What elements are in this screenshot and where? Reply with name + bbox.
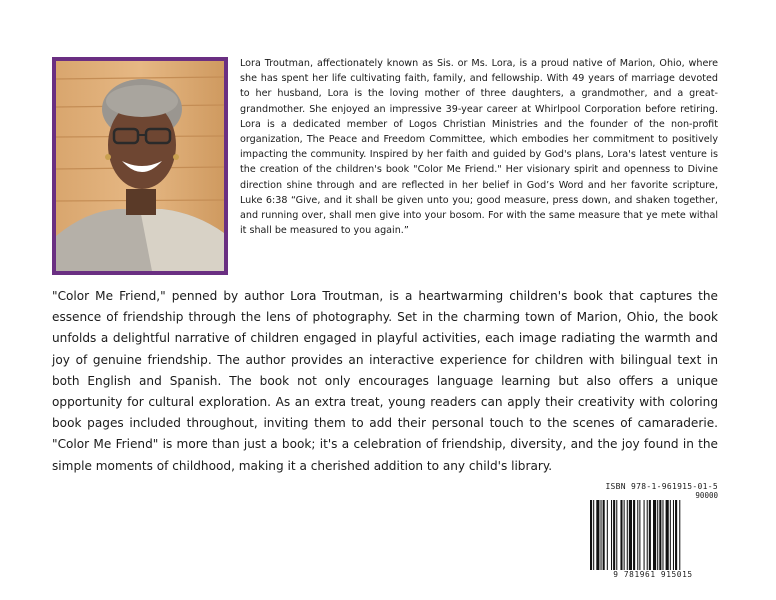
author-photo-frame xyxy=(52,57,228,275)
barcode-bar xyxy=(613,500,615,570)
barcode-bar xyxy=(611,500,612,570)
barcode-bar xyxy=(603,500,605,570)
isbn-barcode-block xyxy=(588,482,718,582)
isbn-label: ISBN 978-1-961915-01-5 xyxy=(605,482,718,491)
barcode xyxy=(588,500,718,570)
barcode-bar xyxy=(679,500,680,570)
barcode-bar xyxy=(657,500,658,570)
barcode-bar xyxy=(627,500,628,570)
barcode-bar xyxy=(644,500,645,570)
barcode-bar xyxy=(616,500,617,570)
price-code: 90000 xyxy=(695,491,718,500)
barcode-bar xyxy=(633,500,635,570)
book-description: "Color Me Friend," penned by author Lora Troutman, is a heartwarming children's book that captures the essence of friendship through the lens of photography. Set in the charming town of Marion, Ohio, the book unfolds a delightful narrative of children engaged in playful activities, each image radiating the warmth and joy of genuine friendship. The author provides an interactive experience for children with bilingual text in both English and Spanish. The book not only encourages language learning but also offers a unique opportunity for cultural exploration. As an extra treat, young readers can apply their creativity with coloring book pages included throughout, inviting them to add their personal touch to the scenes of camaraderie. "Color Me Friend" is more than just a book; it's a celebration of friendship, diversity, and the joy found in the simple moments of childhood, making it a cherished addition to any child's library. xyxy=(52,289,718,473)
barcode-bar xyxy=(596,500,599,570)
barcode-bar xyxy=(629,500,632,570)
barcode-bar xyxy=(653,500,656,570)
barcode-bar xyxy=(607,500,608,570)
barcode-bar xyxy=(647,500,648,570)
barcode-bar xyxy=(662,500,663,570)
barcode-bar xyxy=(637,500,638,570)
barcode-bar xyxy=(670,500,671,570)
barcode-digits: 9 781961 915015 xyxy=(613,570,693,579)
barcode-bar xyxy=(590,500,592,570)
barcode-bar xyxy=(624,500,625,570)
barcode-bar xyxy=(639,500,640,570)
barcode-bar xyxy=(649,500,651,570)
barcode-bar xyxy=(659,500,661,570)
barcode-bar xyxy=(620,500,622,570)
author-bio: Lora Troutman, affectionately known as Sis. or Ms. Lora, is a proud native of Marion, Ohio, where she has spent her life cultivating faith, family, and fellowship. With 49 years of marriage devoted to her husband, Lora is the loving mother of three daughters, a grandmother, and a great-grandmother. She enjoyed an impressive 39-year career at Whirlpool Corporation before retiring. Lora is a dedicated member of Logos Christian Ministries and the founder of the non-profit organization, The Peace and Freedom Committee, which embodies her commitment to positively impacting the community. Inspired by her faith and guided by God's plans, Lora's latest venture is the creation of the children's book "Color Me Friend." Her visionary spirit and openness to Divine direction shine through and are reflected in her belief in God’s Word and her favorite scripture, Luke 6:38 “Give, and it shall be given unto you; good measure, press down, and shaken together, and running over, shall men give into your bosom. For with the same measure that ye mete withal it shall be measured to you again.” xyxy=(240,58,718,237)
barcode-bar xyxy=(593,500,594,570)
barcode-bar xyxy=(666,500,669,570)
barcode-bar xyxy=(675,500,677,570)
author-photo xyxy=(56,61,224,271)
barcode-bar xyxy=(601,500,602,570)
barcode-bar xyxy=(673,500,674,570)
